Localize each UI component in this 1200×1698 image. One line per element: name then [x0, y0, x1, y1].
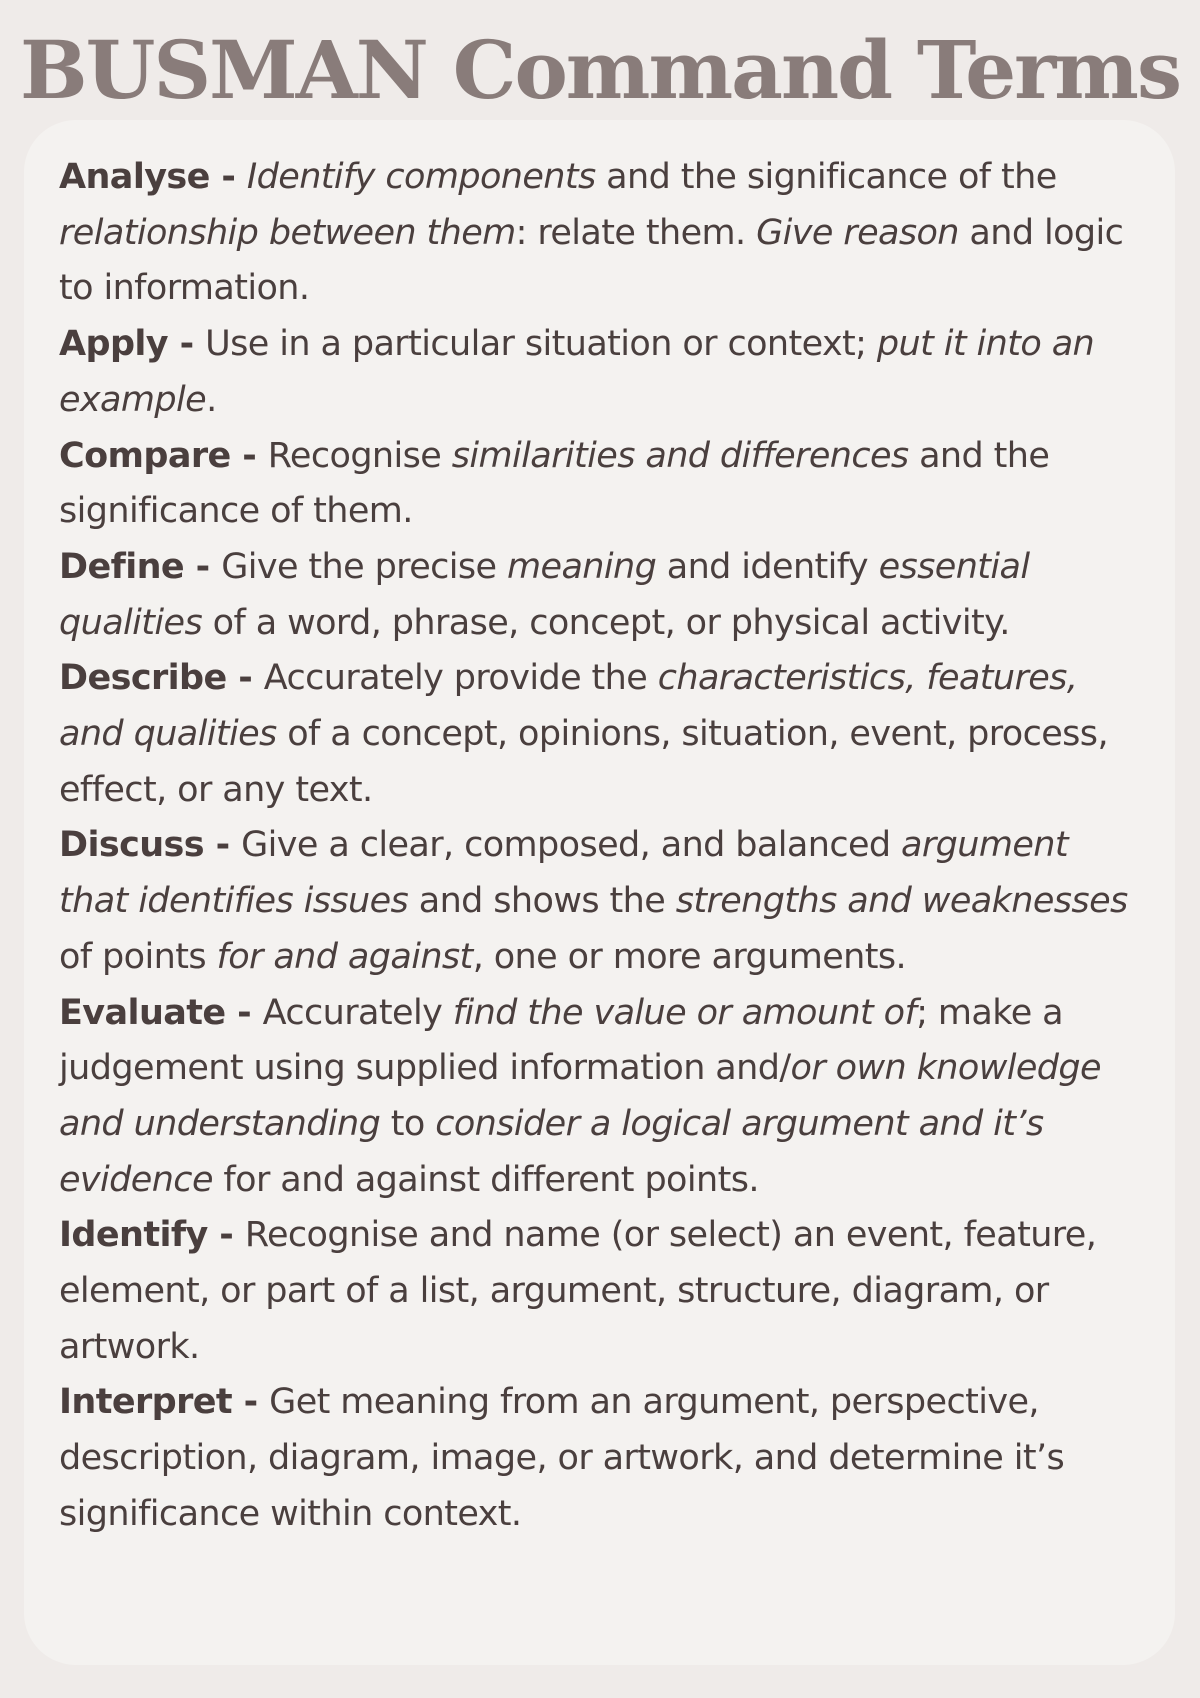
term-definition-text: , one or more arguments.: [472, 936, 907, 977]
term-definition-emphasis: put it into an example: [59, 324, 1095, 420]
term-entry: [59, 317, 1145, 428]
term-definition-emphasis: argument that identifies issues: [59, 825, 1069, 922]
term-definition-text: of a word, phrase, concept, or physical activity.: [202, 602, 1010, 643]
term-definition-emphasis: Give reason: [756, 212, 959, 253]
term-entry: [59, 1375, 1145, 1542]
term-entry: [59, 651, 1145, 818]
term-separator: -: [184, 546, 222, 587]
term-definition-emphasis: find the value or amount of: [452, 992, 917, 1033]
term-separator: -: [204, 825, 242, 866]
term-separator: -: [230, 435, 268, 476]
term-name: Evaluate: [59, 992, 226, 1033]
term-definition-text: Accurately provide the: [263, 658, 658, 699]
term-definition-text: : relate them.: [515, 212, 757, 253]
term-entry: [59, 818, 1145, 985]
term-name: Describe: [59, 658, 227, 699]
page-title: BUSMAN Command Terms: [20, 23, 1180, 117]
term-definition-text: Accurately: [262, 992, 453, 1033]
term-separator: -: [226, 658, 264, 699]
term-definition-text: Give the precise: [221, 546, 508, 587]
term-separator: -: [225, 992, 263, 1033]
term-definition-text: of points: [59, 936, 217, 977]
term-definition-text: and identify: [656, 546, 879, 587]
term-definition-text: for and against different points.: [212, 1159, 759, 1200]
term-name: Identify: [59, 1215, 208, 1256]
term-definition-emphasis: relationship between them: [59, 212, 516, 253]
term-entry: [59, 1208, 1145, 1375]
term-definition-text: ; make a judgement using supplied information and/: [59, 992, 1064, 1089]
term-name: Interpret: [59, 1382, 233, 1423]
term-definition-text: Use in a particular situation or context;: [205, 324, 877, 365]
term-definition-text: Recognise: [267, 435, 452, 476]
term-definition-emphasis: characteristics, features, and qualities: [59, 658, 1078, 755]
term-definition-emphasis: essential qualities: [59, 546, 1030, 643]
term-name: Analyse: [59, 157, 210, 197]
term-definition-emphasis: strengths and weaknesses: [675, 881, 1128, 922]
term-name: Define: [59, 546, 185, 587]
terms-list: [59, 150, 1145, 1543]
term-definition-emphasis: or own knowledge and understanding: [59, 1048, 1101, 1144]
term-entry: [59, 150, 1145, 317]
term-definition-text: of a concept, opinions, situation, event, process, effect, or any text.: [59, 714, 1108, 810]
term-separator: -: [168, 324, 206, 365]
term-name: Compare: [59, 435, 231, 476]
term-definition-emphasis: meaning: [507, 546, 657, 587]
term-definition-text: and the significance of them.: [59, 435, 1050, 532]
term-separator: -: [209, 157, 247, 197]
term-definition-emphasis: for and against: [216, 936, 473, 977]
term-definition-text: and shows the: [408, 881, 676, 922]
term-definition-text: Give a clear, composed, and balanced: [241, 825, 902, 866]
term-name: Discuss: [59, 825, 205, 866]
term-definition-text: and the significance of the: [595, 157, 1057, 197]
term-definition-text: to: [380, 1103, 436, 1144]
terms-card: [24, 120, 1175, 1665]
term-definition-text: and logic to information.: [59, 212, 1124, 309]
term-definition-emphasis: consider a logical argument and it’s evidence: [59, 1103, 1044, 1200]
term-entry: [59, 540, 1145, 651]
term-definition-text: Get meaning from an argument, perspective, description, diagram, image, or artwork, and determine it’s significance within context.: [59, 1382, 1065, 1534]
term-name: Apply: [59, 324, 169, 365]
term-entry: [59, 986, 1145, 1209]
term-separator: -: [232, 1382, 270, 1423]
term-definition-text: .: [206, 379, 217, 420]
term-definition-text: Recognise and name (or select) an event, feature, element, or part of a list, argument, structure, diagram, or artwork.: [59, 1215, 1097, 1367]
term-definition-emphasis: Identify components: [246, 157, 596, 197]
term-separator: -: [207, 1215, 245, 1256]
term-definition-emphasis: similarities and differences: [451, 435, 909, 476]
term-entry: [59, 429, 1145, 540]
